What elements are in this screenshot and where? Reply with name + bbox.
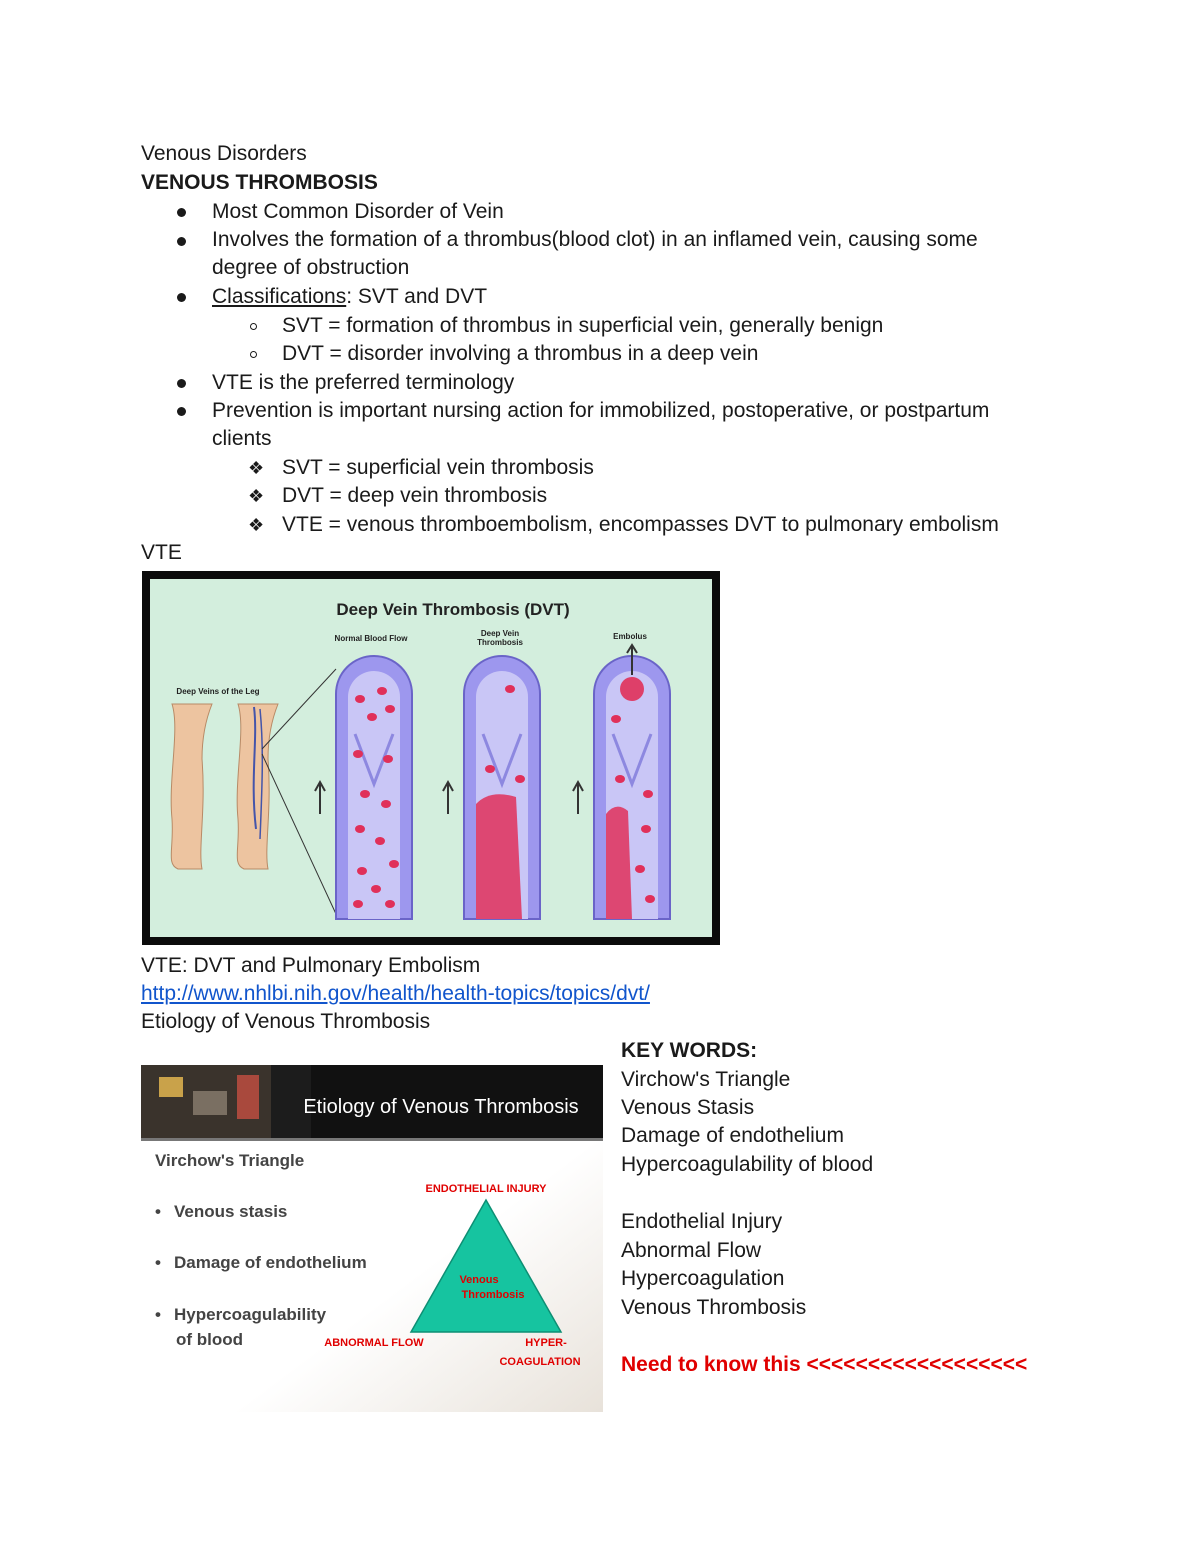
keyword-item: Venous Stasis [621,1096,755,1119]
keyword-item: Endothelial Injury [621,1210,783,1233]
dvt-illustration-svg [150,579,712,937]
bullet-text: VTE is the preferred terminology [212,371,515,394]
label-dvt-line1: Deep Vein [480,629,520,638]
diamond-bullet-text: SVT = superficial vein thrombosis [282,456,594,479]
bullet-text-continuation: degree of obstruction [212,256,410,279]
label-dvt-line2: Thrombosis [477,638,523,647]
label-normal-flow: Normal Blood Flow [334,634,408,643]
figure-caption: VTE: DVT and Pulmonary Embolism [141,954,481,977]
bullet-dot-icon [177,208,186,217]
slide-item: Damage of endothelium [174,1253,367,1272]
diamond-bullet-icon: ❖ [248,515,265,535]
thrombus [606,807,632,919]
etiology-slide [141,1065,603,1412]
classifications-label: Classifications [212,285,347,308]
vein-dvt [464,656,540,919]
keyword-item: Damage of endothelium [621,1124,844,1147]
slide-item: Venous stasis [174,1202,288,1221]
triangle-label-top: ENDOTHELIAL INJURY [425,1183,547,1195]
label-embolus: Embolus [613,632,647,641]
triangle-label-right-line2: COAGULATION [499,1356,581,1368]
keyword-item: Abnormal Flow [621,1239,762,1262]
vte-label: VTE [141,541,182,564]
keywords-heading: KEY WORDS: [621,1039,758,1062]
classifications-line [212,283,487,311]
dvt-illustration [142,571,720,945]
etiology-label: Etiology of Venous Thrombosis [141,1010,431,1033]
diamond-bullet-text: DVT = deep vein thrombosis [282,484,548,507]
slide-subtitle: Virchow's Triangle [155,1151,305,1170]
label-deep-veins-leg: Deep Veins of the Leg [176,687,260,696]
need-to-know-note: Need to know this <<<<<<<<<<<<<<<<<< [621,1353,1028,1376]
keyword-item: Virchow's Triangle [621,1068,791,1091]
keyword-item: Hypercoagulability of blood [621,1153,874,1176]
nhlbi-link[interactable]: http://www.nhlbi.nih.gov/health/health-topics/topics/dvt/ [141,982,650,1005]
figure-title: Deep Vein Thrombosis (DVT) [336,600,570,619]
classifications-rest: : SVT and DVT [346,285,488,308]
bullet-text: Involves the formation of a thrombus(blood clot) in an inflamed vein, causing some [212,228,978,251]
triangle-center-line2: Thrombosis [461,1289,525,1301]
sub-bullet-text: DVT = disorder involving a thrombus in a deep vein [282,342,759,365]
vein-normal-flow [336,656,412,919]
triangle-center-line1: Venous [459,1274,499,1286]
slide-bullet-icon: • [155,1305,161,1324]
vein-embolus [594,645,670,919]
section-heading: VENOUS THROMBOSIS [141,171,378,194]
thrombus [476,794,522,919]
diamond-bullet-icon: ❖ [248,458,265,478]
bullet-ring-icon [250,351,257,358]
triangle-label-left: ABNORMAL FLOW [324,1337,424,1349]
diamond-bullet-text: VTE = venous thromboembolism, encompasses DVT to pulmonary embolism [282,513,999,536]
page-title: Venous Disorders [141,142,307,165]
slide-item: Hypercoagulability [174,1305,327,1324]
bullet-dot-icon [177,379,186,388]
bullet-text: Most Common Disorder of Vein [212,200,504,223]
bullet-dot-icon [177,293,186,302]
bullet-text: Prevention is important nursing action for immobilized, postoperative, or postpartum [212,399,990,422]
diamond-bullet-icon: ❖ [248,486,265,506]
keyword-item: Venous Thrombosis [621,1296,807,1319]
banner-title: Etiology of Venous Thrombosis [303,1096,579,1118]
triangle-label-right-line1: HYPER- [525,1337,567,1349]
embolus-clot [620,677,644,701]
slide-bullet-icon: • [155,1253,161,1272]
sub-bullet-text: SVT = formation of thrombus in superficial vein, generally benign [282,314,884,337]
bullet-text-continuation: clients [212,427,272,450]
slide-item-continuation: of blood [176,1330,244,1349]
bullet-ring-icon [250,323,257,330]
bullet-dot-icon [177,407,186,416]
bullet-dot-icon [177,237,186,246]
etiology-slide-svg [141,1065,603,1412]
slide-bullet-icon: • [155,1202,161,1221]
keyword-item: Hypercoagulation [621,1267,785,1290]
